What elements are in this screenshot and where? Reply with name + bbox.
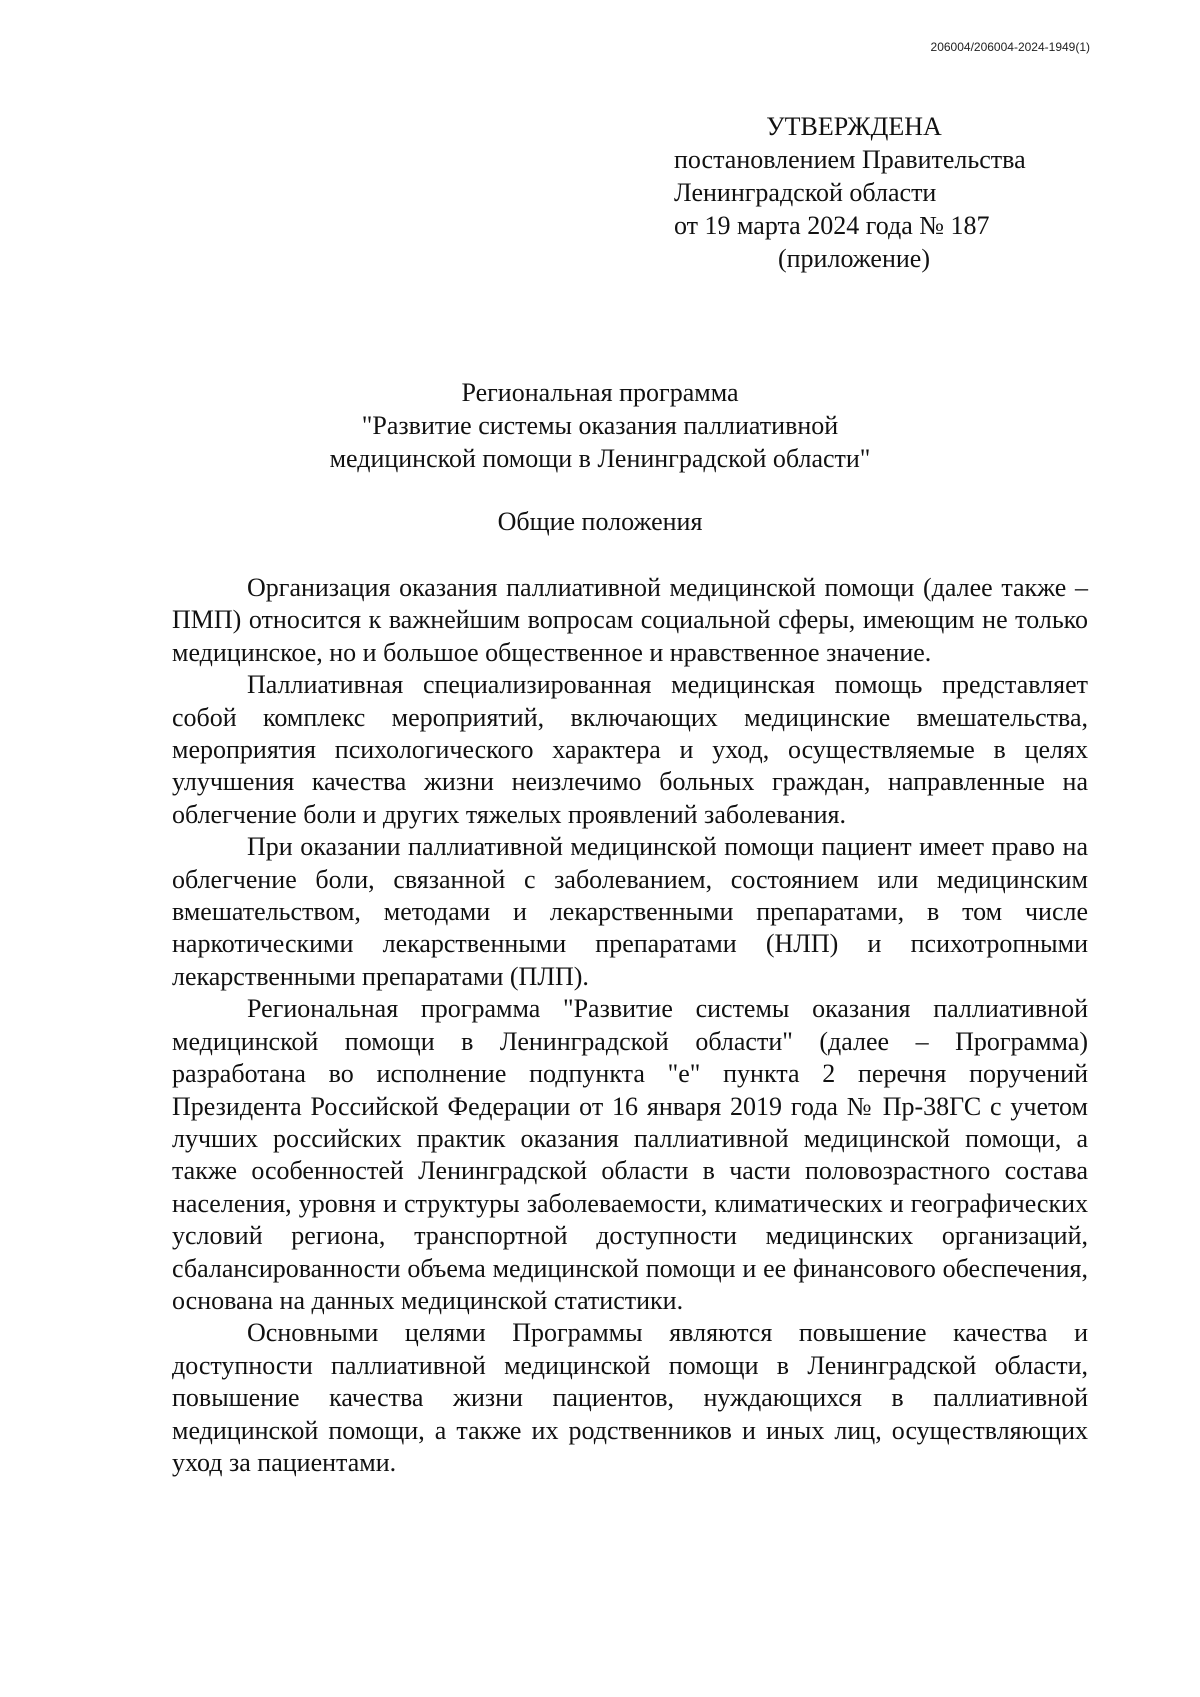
- document-title: [0, 376, 1200, 475]
- paragraph: Паллиативная специализированная медицинская помощь представляет собой комплекс мероприятий, включающих медицинские вмешательства, мероприятия психологического характера и уход, осуществляемые в целях улучшения качества жизни неизлечимо больных граждан, направленные на облегчение боли и других тяжелых проявлений заболевания.: [172, 670, 1088, 829]
- document-id: 206004/206004-2024-1949(1): [930, 40, 1090, 54]
- title-line-1: Региональная программа: [461, 378, 739, 407]
- approval-line-1: постановлением Правительства: [674, 145, 1026, 174]
- approval-line-3: от 19 марта 2024 года № 187: [674, 211, 990, 240]
- paragraph: При оказании паллиативной медицинской помощи пациент имеет право на облегчение боли, связанной с заболеванием, состоянием или медицинским вмешательством, методами и лекарственными препаратами, в том числе наркотическими лекарственными препаратами (НЛП) и психотропными лекарственными препаратами (ПЛП).: [172, 832, 1088, 991]
- title-line-3: медицинской помощи в Ленинградской области": [329, 444, 871, 473]
- section-heading: Общие положения: [497, 507, 703, 536]
- paragraph: Региональная программа "Развитие системы оказания паллиативной медицинской помощи в Ленинградской области" (далее – Программа) разработана во исполнение подпункта "е" пункта 2 перечня поручений Президента Российской Федерации от 16 января 2019 года № Пр-38ГС с учетом лучших российских практик оказания паллиативной медицинской помощи, а также особенностей Ленинградской области в части половозрастного состава населения, уровня и структуры заболеваемости, климатических и географических условий региона, транспортной доступности медицинских организаций, сбалансированности объема медицинской помощи и ее финансового обеспечения, основана на данных медицинской статистики.: [172, 994, 1088, 1315]
- title-line-2: "Развитие системы оказания паллиативной: [361, 411, 839, 440]
- paragraph: Организация оказания паллиативной медицинской помощи (далее также – ПМП) относится к важнейшим вопросам социальной сферы, имеющим не только медицинское, но и большое общественное и нравственное значение.: [172, 573, 1088, 667]
- approval-status: УТВЕРЖДЕНА: [766, 112, 942, 141]
- approval-block: [674, 110, 1094, 275]
- approval-note: (приложение): [777, 244, 930, 273]
- approval-line-2: Ленинградской области: [674, 178, 937, 207]
- body-text: [172, 572, 1088, 1479]
- paragraph: Основными целями Программы являются повышение качества и доступности паллиативной медицинской помощи в Ленинградской области, повышение качества жизни пациентов, нуждающихся в паллиативной медицинской помощи, а также их родственников и иных лиц, осуществляющих уход за пациентами.: [172, 1318, 1088, 1477]
